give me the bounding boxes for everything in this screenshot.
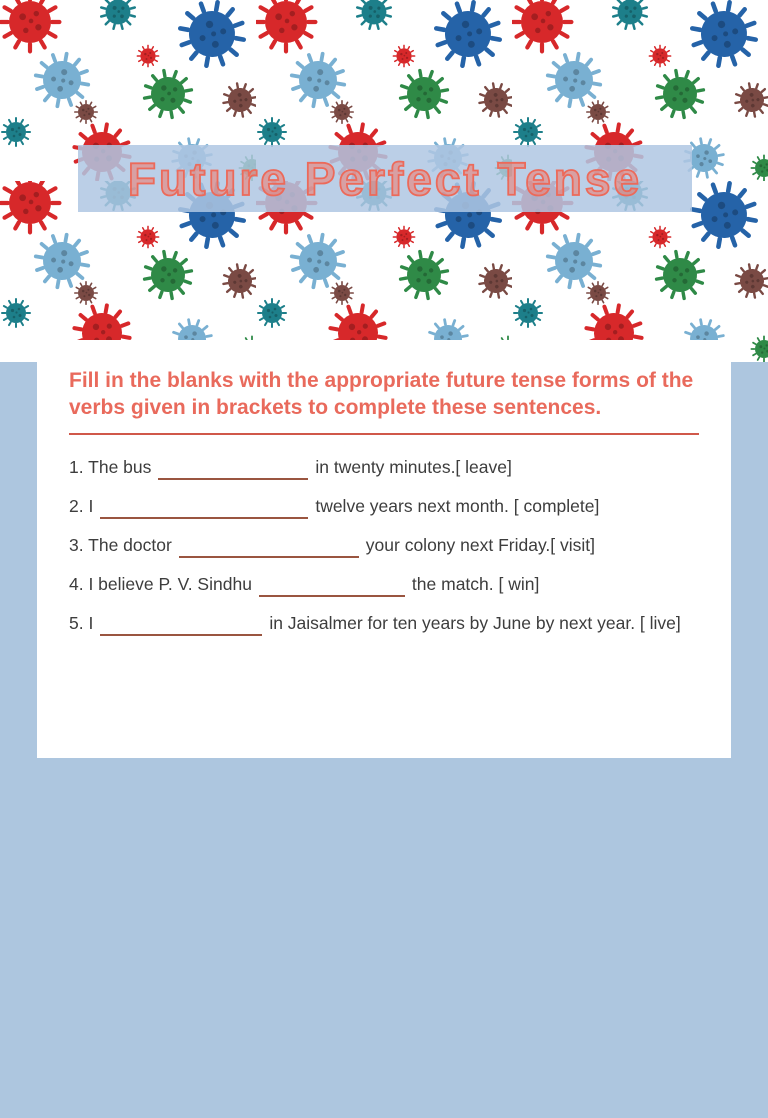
question-row-5 xyxy=(69,608,699,638)
question-pre-text: 5. I xyxy=(69,612,94,633)
instructions-divider xyxy=(69,433,699,435)
question-post-text: the match. [ win] xyxy=(411,573,540,594)
instructions-text: Fill in the blanks with the appropriate future tense forms of the verbs given in brackets to complete these sentences. xyxy=(69,369,694,420)
question-pre-text: 3. The doctor xyxy=(69,534,172,555)
question-pre-text: 2. I xyxy=(69,495,94,516)
answer-input-3[interactable] xyxy=(179,534,359,558)
answer-input-2[interactable] xyxy=(100,495,308,519)
question-row-1 xyxy=(69,452,699,482)
question-pre-text: 4. I believe P. V. Sindhu xyxy=(69,573,252,594)
question-pre-text: 1. The bus xyxy=(69,456,152,477)
answer-input-5[interactable] xyxy=(100,612,262,636)
question-row-4 xyxy=(69,569,699,599)
answer-input-4[interactable] xyxy=(259,573,405,597)
worksheet-title: Future Perfect Tense xyxy=(127,152,643,205)
answer-input-1[interactable] xyxy=(158,456,308,480)
worksheet-card xyxy=(37,340,731,758)
question-post-text: in Jaisalmer for ten years by June by next year. [ live] xyxy=(269,612,681,633)
question-row-2 xyxy=(69,491,699,521)
title-banner xyxy=(78,145,692,212)
question-post-text: in twenty minutes.[ leave] xyxy=(315,456,512,477)
question-post-text: your colony next Friday.[ visit] xyxy=(365,534,595,555)
question-row-3 xyxy=(69,530,699,560)
question-post-text: twelve years next month. [ complete] xyxy=(315,495,600,516)
